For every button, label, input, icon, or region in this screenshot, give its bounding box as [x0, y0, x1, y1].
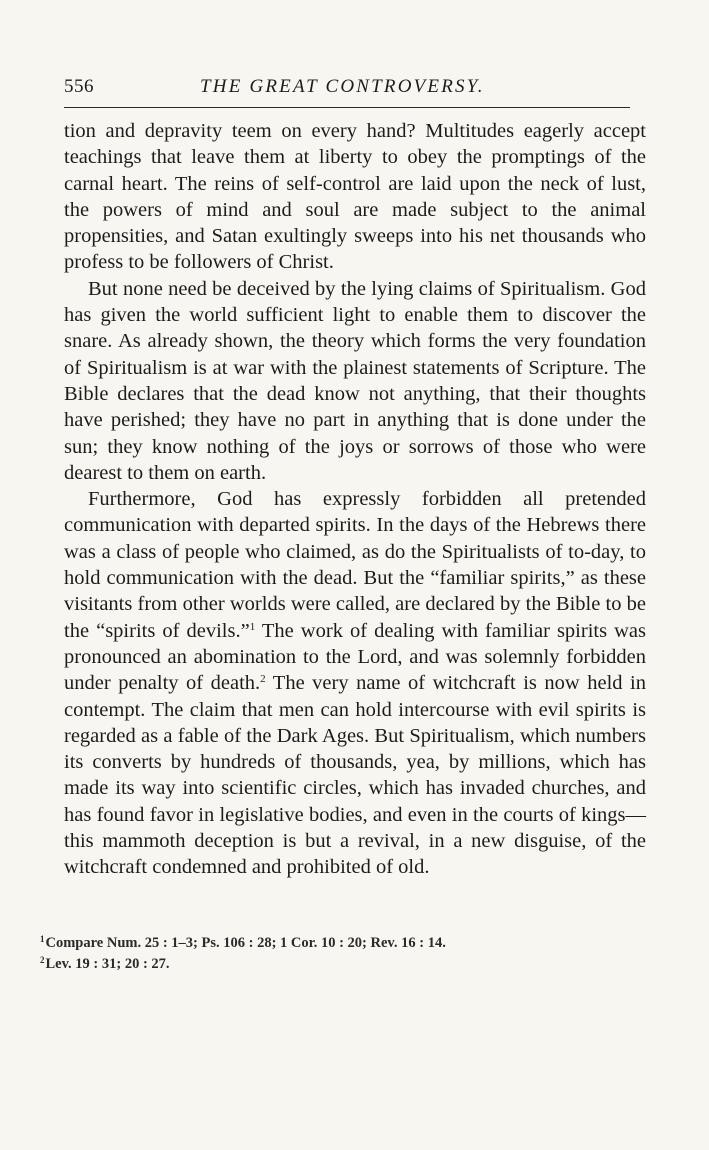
page-header [64, 72, 646, 102]
paragraph-forbidden-part2: The work of dealing with familiar spirits was pronounced an abomination to the Lord, and was solemnly forbidden under penalty of death. [64, 619, 646, 695]
paragraph-deception: But none need be deceived by the lying claims of Spiritualism. God has given the world sufficient light to enable them to discover the snare. As already shown, the theory which forms the very foundation of Spiritualism is at war with the plainest statements of Scripture. The Bible declares that the dead know not anything, that their thoughts have perished; they have no part in anything that is done under the sun; they know nothing of the joys or sorrows of those who were dearest to them on earth. [64, 277, 646, 484]
footnote-text-1: Compare Num. 25 : 1–3; Ps. 106 : 28; 1 Cor. 10 : 20; Rev. 16 : 14. [45, 935, 446, 951]
page-number: 556 [64, 76, 94, 97]
footnote-ref-2: 2 [260, 673, 266, 686]
footnote-1 [40, 933, 600, 954]
book-page [64, 72, 646, 879]
running-title: THE GREAT CONTROVERSY. [200, 76, 485, 97]
paragraph-forbidden-part3: The very name of witchcraft is now held in contempt. The claim that men can hold intercourse with evil spirits is regarded as a fable of the Dark Ages. But Spiritualism, which numbers its converts by hundreds of thousands, yea, by millions, which has made its way into scientific circles, which has invaded churches, and has found favor in legislative bodies, and even in the courts of kings—this mammoth deception is but a revival, in a new disguise, of the witchcraft condemned and prohibited of old. [64, 672, 646, 879]
paragraph-forbidden [64, 486, 646, 880]
header-rule [64, 107, 630, 108]
footnote-text-2: Lev. 19 : 31; 20 : 27. [45, 956, 170, 972]
body-text [64, 118, 646, 881]
footnote-2 [40, 954, 600, 975]
footnote-mark-2: 2 [40, 955, 45, 965]
footnotes [40, 933, 600, 975]
paragraph-forbidden-part1: Furthermore, God has expressly forbidden all pretended communication with departed spirits. In the days of the Hebrews there was a class of people who claimed, as do the Spiritualists of to-day, to hold communication with the dead. But the “familiar spirits,” as these visitants from other worlds were called, are declared by the Bible to be the “spirits of devils.” [64, 488, 646, 642]
paragraph-continuation: tion and depravity teem on every hand? Multitudes eagerly accept teachings that leave them at liberty to obey the promptings of the carnal heart. The reins of self-control are laid upon the neck of lust, the powers of mind and soul are made subject to the animal propensities, and Satan exultingly sweeps into his net thousands who profess to be followers of Christ. [64, 120, 646, 274]
footnote-mark-1: 1 [40, 934, 45, 944]
footnote-ref-1: 1 [249, 620, 256, 633]
